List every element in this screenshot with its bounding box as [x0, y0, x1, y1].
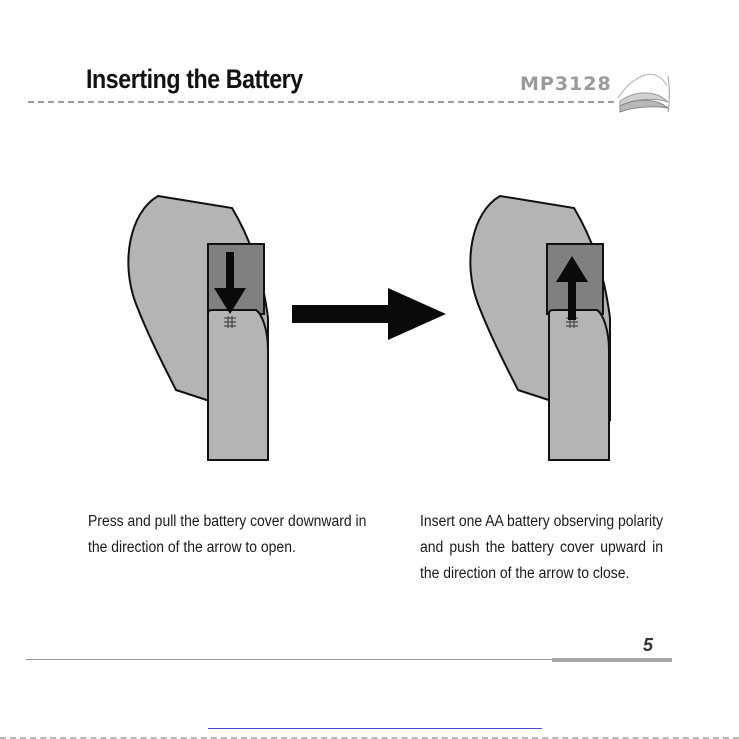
footer-accent-bar	[552, 658, 672, 662]
page-number: 5	[643, 635, 654, 655]
close-instruction-text: Insert one AA battery observing polarity and push the battery cover upward in the direction of the arrow to close.	[420, 513, 663, 582]
open-instruction-text: Press and pull the battery cover downward in the direction of the arrow to open.	[88, 513, 367, 556]
footer-link-underline[interactable]	[208, 728, 542, 729]
arrow-right-icon	[292, 288, 446, 340]
device-open-figure	[128, 196, 268, 460]
device-close-figure	[470, 196, 610, 460]
page-title: Inserting the Battery	[86, 64, 303, 94]
grip-lines-icon	[224, 316, 236, 328]
model-label: MP3128	[520, 73, 612, 95]
